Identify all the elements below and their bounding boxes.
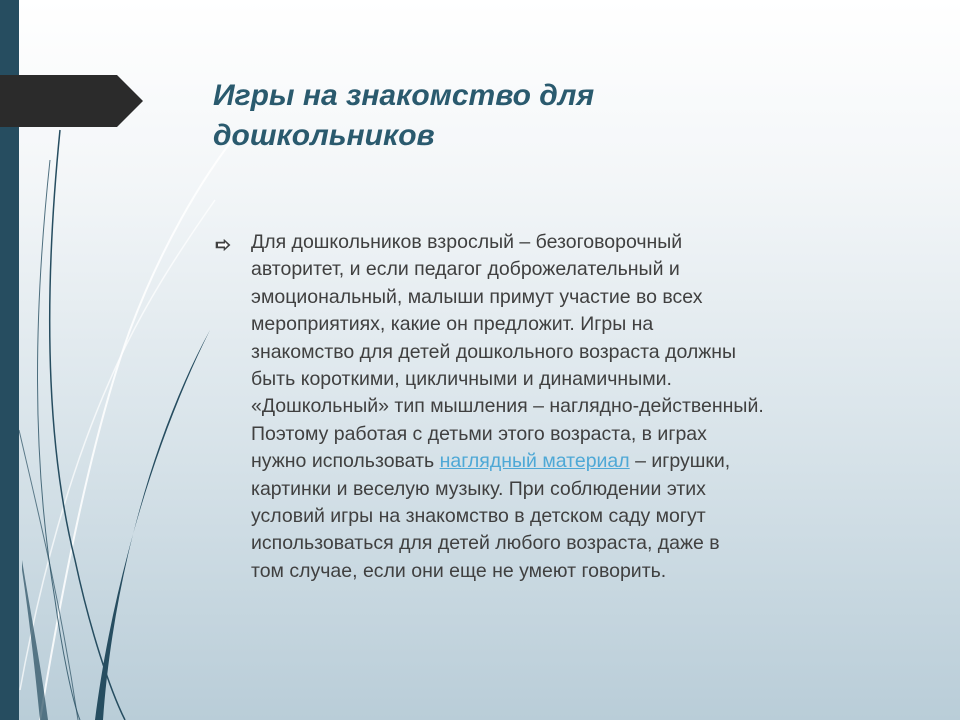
body-line-6: быть короткими, цикличными и динамичными. [251, 368, 672, 391]
body-line-10: картинки и веселую музыку. При соблюдении этих [251, 477, 706, 500]
title-line-1: Игры на знакомство для [213, 79, 595, 112]
visual-material-link[interactable]: наглядный материал [439, 450, 630, 473]
slide-title [213, 76, 813, 156]
body-line-9 [251, 448, 901, 475]
body-line-4: мероприятиях, какие он предложит. Игры на [251, 313, 654, 336]
title-line-2: дошкольников [213, 119, 435, 152]
body-line-11: условий игры на знакомство в детском саду могут [251, 505, 706, 528]
bullet-text [251, 229, 901, 585]
body-line-5: знакомство для детей дошкольного возраста должны [251, 340, 737, 363]
decor-curve-light-1 [40, 130, 240, 720]
decor-swoosh-dark [95, 330, 210, 720]
decor-curve-dark-3 [19, 430, 78, 720]
decor-curve-dark-1 [50, 130, 125, 720]
body-line-3: эмоциональный, малыши примут участие во всех [251, 285, 703, 308]
body-line-2: авторитет, и если педагог доброжелательный и [251, 258, 680, 281]
decor-curve-dark-2 [38, 160, 81, 720]
body-line-13: том случае, если они еще не умеют говорить. [251, 559, 667, 582]
decor-swoosh-dark-2 [22, 560, 48, 720]
body-line-12: использоваться для детей любого возраста, даже в [251, 532, 720, 555]
body-line-9-after: – игрушки, [629, 450, 731, 473]
body-line-7: «Дошкольный» тип мышления – наглядно-действенный. [251, 395, 764, 418]
body-line-9-before: нужно использовать [251, 450, 440, 473]
body-line-1: Для дошкольников взрослый – безоговорочный [251, 231, 683, 253]
decor-curve-light-2 [20, 200, 215, 690]
title-arrow-shape [0, 0, 145, 130]
arrow-right-bullet-icon [215, 239, 231, 251]
body-line-8: Поэтому работая с детьми этого возраста, в играх [251, 422, 707, 445]
